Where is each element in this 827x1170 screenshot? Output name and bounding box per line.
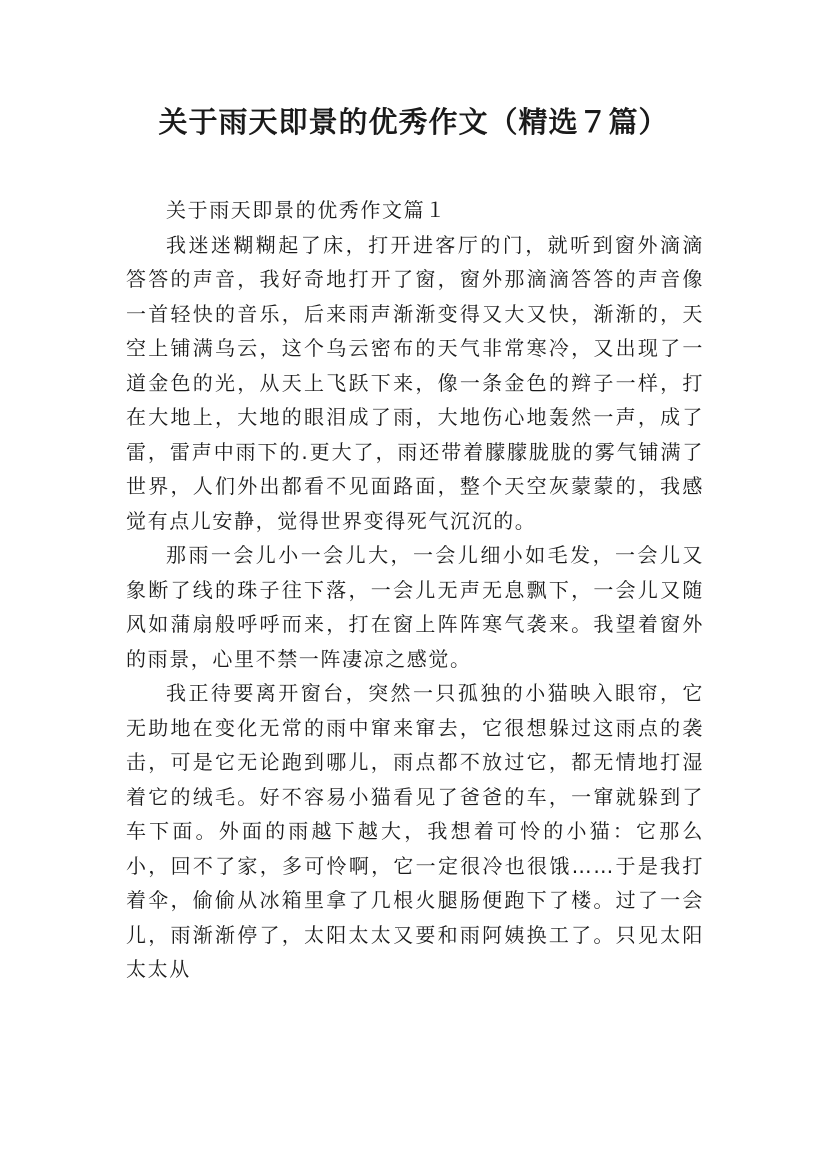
document-title: 关于雨天即景的优秀作文（精选７篇） — [158, 105, 669, 139]
paragraph-3: 我正待要离开窗台，突然一只孤独的小猫映入眼帘，它无助地在变化无常的雨中窜来窜去，它很想躲过这雨点的袭击，可是它无论跑到哪儿，雨点都不放过它，都无情地打湿着它的绒毛。好不容易小猫看见了爸爸的车，一窜就躲到了车下面。外面的雨越下越大，我想着可怜的小猫：它那么小，回不了家，多可怜啊，它一定很冷也很饿……于是我打着伞，偷偷从冰箱里拿了几根火腿肠便跑下了楼。过了一会儿，雨渐渐停了，太阳太太又要和雨阿姨换工了。只见太阳太太从 — [126, 681, 704, 981]
paragraph-1: 我迷迷糊糊起了床，打开进客厅的门，就听到窗外滴滴答答的声音，我好奇地打开了窗，窗外那滴滴答答的声音像一首轻快的音乐，后来雨声渐渐变得又大又快，渐渐的，天空上铺满乌云，这个乌云密布的天气非常寒冷，又出现了一道金色的光，从天上飞跃下来，像一条金色的辫子一样，打在大地上，大地的眼泪成了雨，大地伤心地轰然一声，成了雷，雷声中雨下的.更大了，雨还带着朦朦胧胧的雾气铺满了世界，人们外出都看不见面路面，整个天空灰蒙蒙的，我感觉有点儿安静，觉得世界变得死气沉沉的。 — [126, 232, 704, 533]
document-body — [126, 193, 704, 987]
section-heading: 关于雨天即景的优秀作文篇１ — [166, 198, 447, 222]
paragraph-2: 那雨一会儿小一会儿大，一会儿细小如毛发，一会儿又象断了线的珠子往下落，一会儿无声无息飘下，一会儿又随风如蒲扇般呼呼而来，打在窗上阵阵寒气袭来。我望着窗外的雨景，心里不禁一阵凄凉之感觉。 — [126, 543, 704, 671]
